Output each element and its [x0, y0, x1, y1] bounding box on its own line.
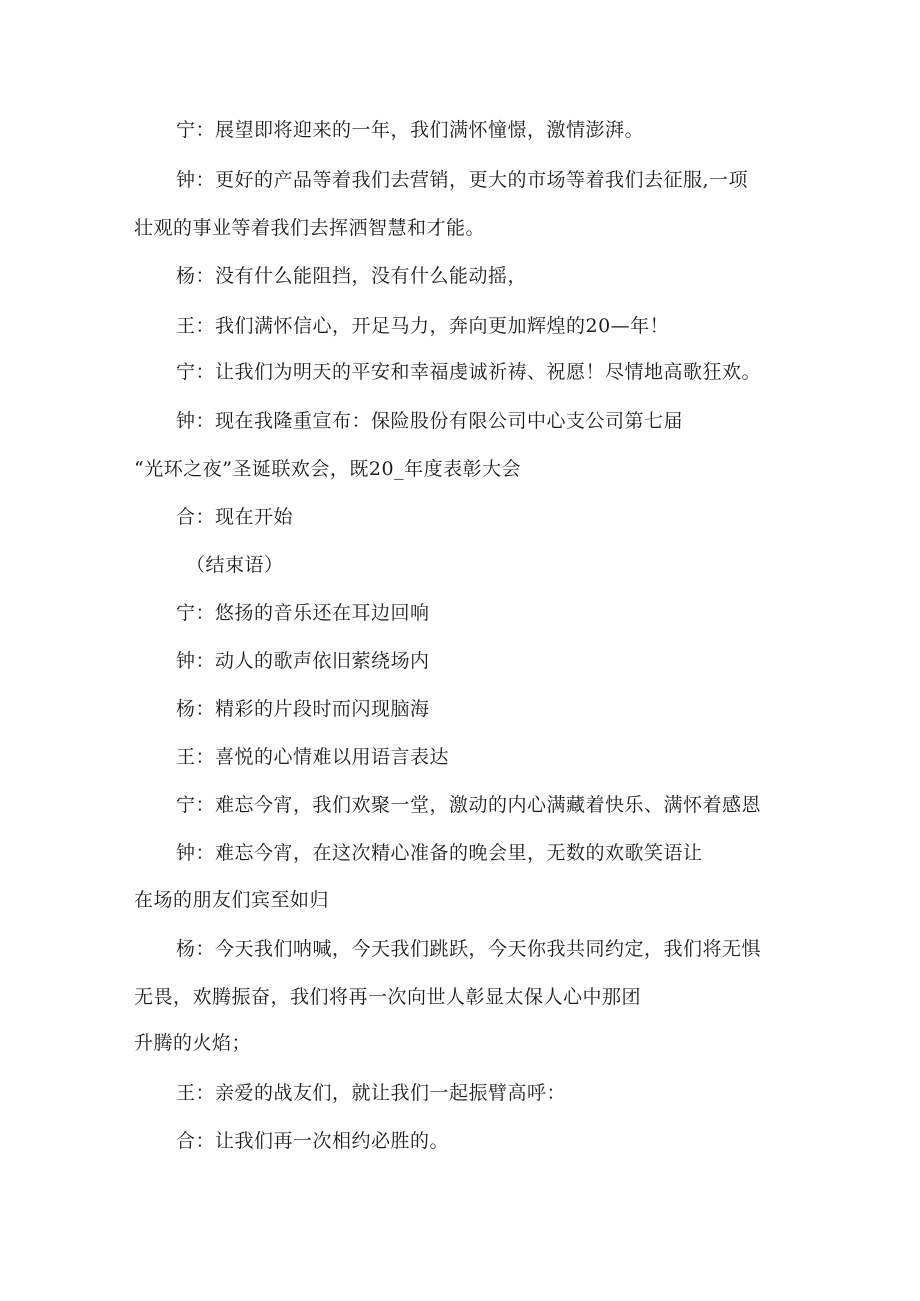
paragraph-line: 钟：难忘今宵，在这次精心准备的晚会里，无数的欢歌笑语让	[176, 842, 703, 864]
paragraph-line: 合：现在开始	[176, 506, 294, 528]
paragraph-line: 王：亲爱的战友们，就让我们一起振臂高呼：	[176, 1082, 567, 1104]
paragraph-line: 钟：动人的歌声依旧萦绕场内	[176, 650, 430, 672]
paragraph-line: 杨：没有什么能阻挡，没有什么能动摇，	[176, 265, 528, 287]
paragraph-line: 宁：难忘今宵，我们欢聚一堂，激动的内心满藏着快乐、满怀着感恩	[176, 794, 762, 816]
paragraph-line: 杨：精彩的片段时而闪现脑海	[176, 698, 430, 720]
paragraph-line: 无畏，欢腾振奋，我们将再一次向世人彰显太保人心中那团	[134, 986, 642, 1008]
paragraph-line: 钟：现在我隆重宣布：保险股份有限公司中心支公司第七届	[176, 410, 684, 432]
paragraph-line: 宁：悠扬的音乐还在耳边回响	[176, 602, 430, 624]
paragraph-line: 宁：展望即将迎来的一年，我们满怀憧憬，激情澎湃。	[176, 119, 645, 141]
paragraph-line: 杨：今天我们呐喊，今天我们跳跃，今天你我共同约定，我们将无惧	[176, 938, 762, 960]
paragraph-line: 升腾的火焰；	[134, 1032, 252, 1054]
section-heading: （结束语）	[186, 554, 284, 576]
paragraph-line: 王：喜悦的心情难以用语言表达	[176, 746, 450, 768]
paragraph-line: 钟：更好的产品等着我们去营销，更大的市场等着我们去征服,一项	[176, 169, 749, 191]
paragraph-line: 王：我们满怀信心，开足马力，奔向更加辉煌的20—年！	[176, 315, 670, 337]
paragraph-line: 壮观的事业等着我们去挥洒智慧和才能。	[134, 217, 486, 239]
paragraph-line: 在场的朋友们宾至如归	[134, 889, 330, 911]
paragraph-line: 合：让我们再一次相约必胜的。	[176, 1130, 450, 1152]
paragraph-line: “光环之夜”圣诞联欢会，既20_年度表彰大会	[134, 458, 522, 480]
paragraph-line: 宁：让我们为明天的平安和幸福虔诚祈祷、祝愿！尽情地高歌狂欢。	[176, 361, 762, 383]
